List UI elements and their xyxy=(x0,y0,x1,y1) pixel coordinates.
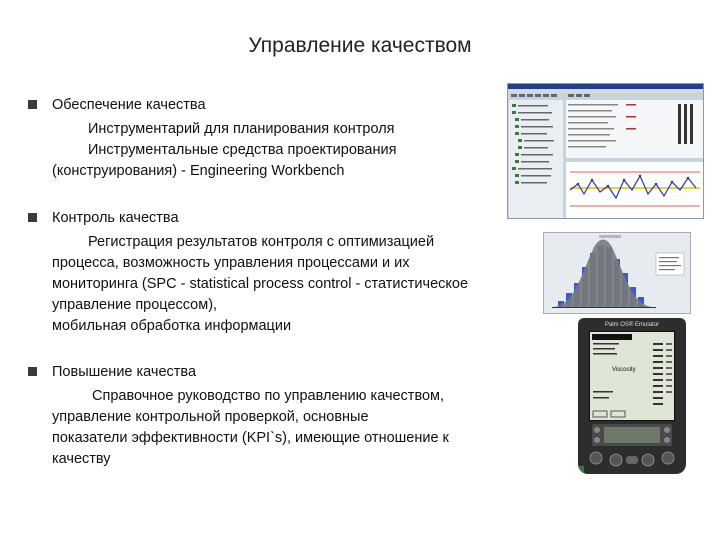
section-line: показатели эффективности (KPI`s), имеющие отношение к xyxy=(52,430,449,446)
section-heading: Контроль качества xyxy=(52,210,179,226)
section-heading: Повышение качества xyxy=(52,364,197,380)
section-line: мобильная обработка информации xyxy=(52,318,292,334)
section-line: (конструирования) - Engineering Workbench xyxy=(52,163,345,179)
workbench-app-image xyxy=(508,84,704,219)
palm-graffiti-area xyxy=(578,422,686,474)
palm-emulator-title: Palm OS® Emulator xyxy=(604,322,660,328)
bullet-square xyxy=(28,100,37,109)
histogram-image xyxy=(544,233,691,314)
section-quality-control xyxy=(28,208,528,340)
palm-device xyxy=(578,318,686,474)
slide-title: Управление качеством xyxy=(248,34,472,57)
section-line: процесса, возможность управления процессами и их xyxy=(52,255,410,271)
histogram-screenshot xyxy=(543,232,691,314)
workbench-screenshot xyxy=(507,83,704,219)
section-heading: Обеспечение качества xyxy=(52,97,206,113)
palm-screen xyxy=(589,331,675,421)
section-line: Инструментарий для планирования контроля xyxy=(88,121,395,137)
section-line: мониторинга (SPC - statistical process control - статистическое xyxy=(52,276,469,292)
section-line: управление контрольной проверкой, основные xyxy=(52,409,369,425)
section-line: качеству xyxy=(52,451,111,467)
bullet-square xyxy=(28,367,37,376)
section-line: Справочное руководство по управлению качеством, xyxy=(92,388,445,404)
palm-menu-bar xyxy=(592,334,632,340)
section-line: Регистрация результатов контроля с оптимизацией xyxy=(88,234,435,250)
palm-list-image xyxy=(591,341,675,421)
section-quality-assurance xyxy=(28,95,498,185)
section-line: Инструментальные средства проектирования xyxy=(88,142,397,158)
section-line: управление процессом), xyxy=(52,297,218,313)
bullet-square xyxy=(28,213,37,222)
section-quality-improvement xyxy=(28,362,508,472)
palm-viscosity-label: Viscosity xyxy=(612,367,636,373)
